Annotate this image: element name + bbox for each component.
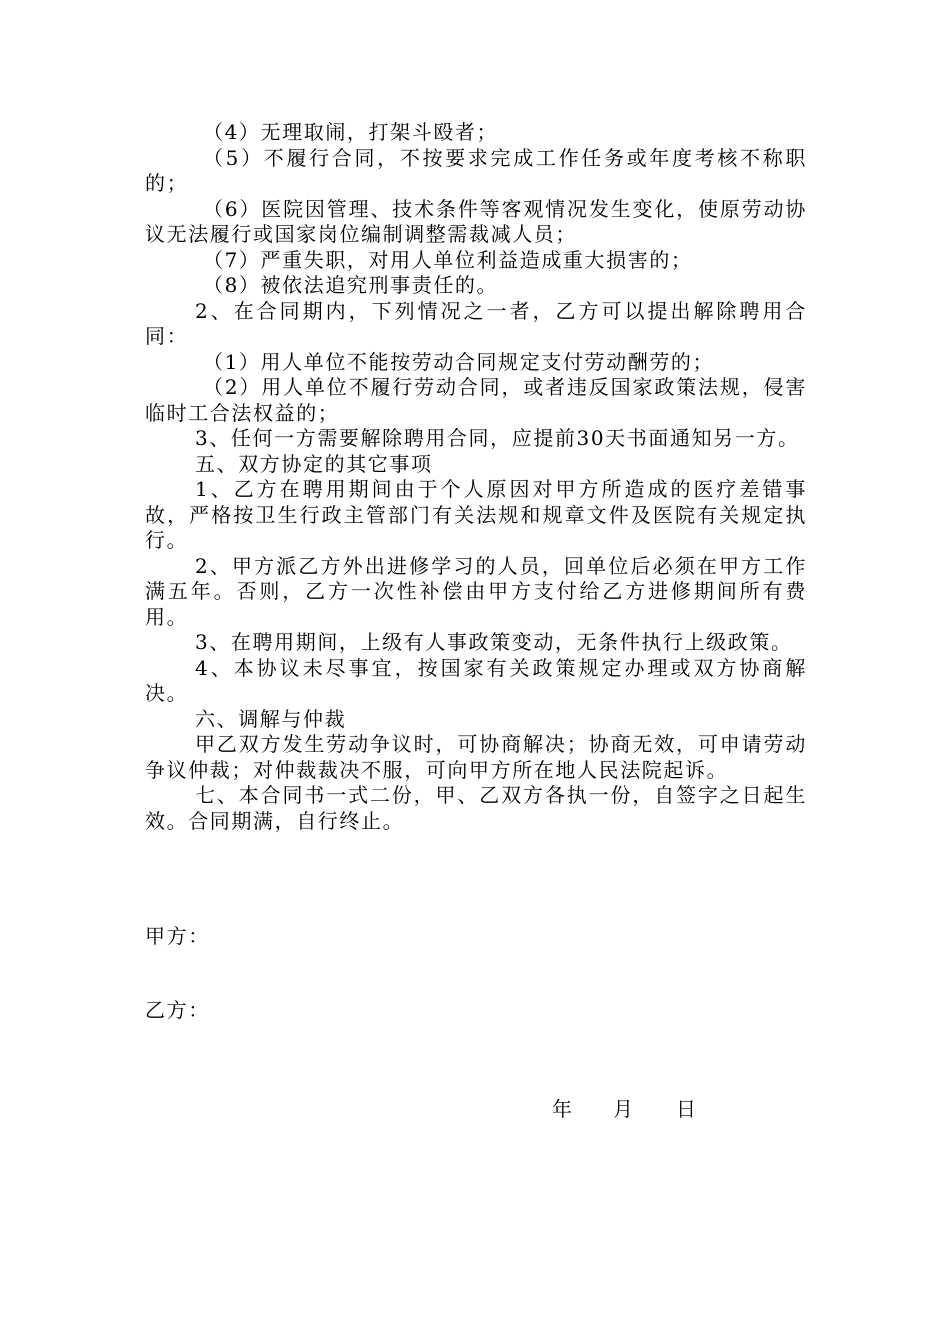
section-heading-other-matters: 五、双方协定的其它事项 bbox=[195, 451, 433, 476]
clause-arbitration: 甲乙双方发生劳动争议时，可协商解决；协商无效，可申请劳动争议仲裁；对仲裁裁决不服，可向甲方所在地人民法院起诉。 bbox=[145, 732, 807, 782]
clause-medical-error: 1、乙方在聘用期间由于个人原因对甲方所造成的医疗差错事故，严格按卫生行政主管部门有关法规和规章文件及医院有关规定执行。 bbox=[145, 477, 807, 552]
date-day-label: 日 bbox=[676, 1097, 696, 1121]
clause-b-item-1: （1）用人单位不能按劳动合同规定支付劳动酬劳的； bbox=[203, 349, 715, 374]
clause-item-8: （8）被依法追究刑事责任的。 bbox=[203, 273, 499, 297]
section-heading-arbitration: 六、调解与仲裁 bbox=[195, 706, 347, 731]
date-month-label: 月 bbox=[613, 1097, 633, 1121]
clause-termination-by-b: 2、在合同期内，下列情况之一者，乙方可以提出解除聘用合同： bbox=[145, 298, 807, 348]
clause-item-7: （7）严重失职，对用人单位利益造成重大损害的； bbox=[203, 247, 693, 272]
clause-item-5: （5）不履行合同，不按要求完成工作任务或年度考核不称职的； bbox=[145, 145, 807, 195]
clause-unresolved-matters: 4、本协议未尽事宜，按国家有关政策规定办理或双方协商解决。 bbox=[145, 655, 807, 705]
clause-b-item-2: （2）用人单位不履行劳动合同，或者违反国家政策法规，侵害临时工合法权益的； bbox=[145, 375, 807, 425]
clause-training: 2、甲方派乙方外出进修学习的人员，回单位后必须在甲方工作满五年。否则，乙方一次性补偿由甲方支付给乙方进修期间所有费用。 bbox=[145, 553, 807, 629]
clause-item-6: （6）医院因管理、技术条件等客观情况发生变化，使原劳动协议无法履行或国家岗位编制调整需裁减人员； bbox=[145, 196, 807, 246]
party-b-signature-label: 乙方： bbox=[145, 998, 210, 1022]
contract-body bbox=[145, 120, 807, 834]
date-year-label: 年 bbox=[552, 1097, 572, 1121]
clause-item-4: （4）无理取闹，打架斗殴者； bbox=[203, 120, 499, 144]
party-a-signature-label: 甲方： bbox=[145, 924, 210, 948]
clause-copies: 七、本合同书一式二份，甲、乙双方各执一份，自签字之日起生效。合同期满，自行终止。 bbox=[145, 783, 807, 833]
clause-policy-change: 3、在聘用期间，上级有人事政策变动，无条件执行上级政策。 bbox=[195, 630, 793, 654]
clause-notice: 3、任何一方需要解除聘用合同，应提前30天书面通知另一方。 bbox=[195, 426, 800, 450]
